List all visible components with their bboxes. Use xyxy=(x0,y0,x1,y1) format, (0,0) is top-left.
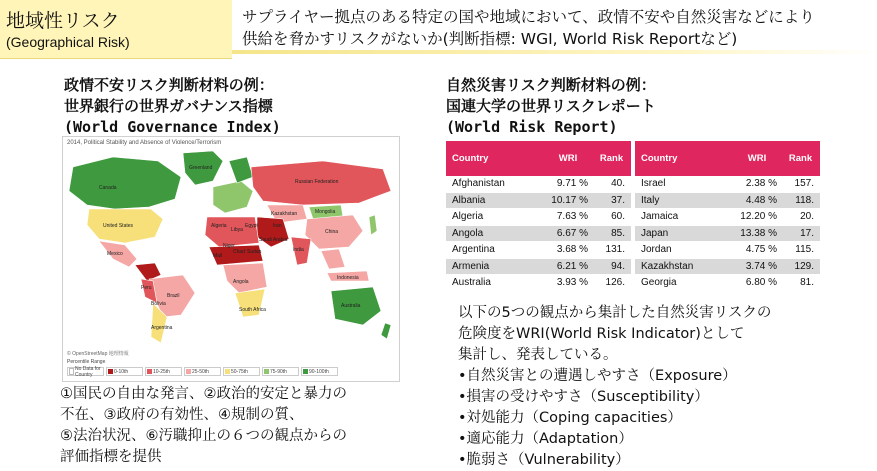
cell-wri: 7.63 % xyxy=(556,211,588,223)
wri-table xyxy=(446,141,820,289)
legend-label: 10-25th xyxy=(153,368,170,375)
cell-wri: 4.75 % xyxy=(745,244,777,256)
cell-rank: 115. xyxy=(795,244,814,256)
cell-rank: 20. xyxy=(800,211,814,223)
wgi-heading-line: 世界銀行の世界ガバナンス指標 xyxy=(64,97,273,115)
map-label: Canada xyxy=(99,185,117,191)
table-row xyxy=(635,209,820,226)
legend-swatch xyxy=(69,368,74,375)
map-label: South Africa xyxy=(239,307,266,313)
wri-description-line: 危険度をWRI(World Risk Indicator)として xyxy=(458,326,745,342)
cell-rank: 81. xyxy=(800,277,814,289)
cell-country: Australia xyxy=(452,277,491,289)
cell-rank: 60. xyxy=(611,211,625,223)
cell-country: Afghanistan xyxy=(452,178,505,190)
map-label: Niger xyxy=(223,243,235,249)
legend-label: 90-100th xyxy=(309,368,329,375)
map-label: Mexico xyxy=(107,251,123,257)
wri-bullet: •脆弱さ（Vulnerability） xyxy=(458,452,630,468)
legend-label: No Data for Country xyxy=(75,365,101,378)
table-row xyxy=(446,193,631,210)
table-row xyxy=(635,275,820,292)
legend-item xyxy=(262,367,299,376)
cell-rank: 129. xyxy=(794,260,814,272)
map-label: Argentina xyxy=(151,325,173,331)
wgi-description-line: ⑤法治状況、⑥汚職抑止の６つの観点からの xyxy=(60,428,347,444)
wri-description-line: 集計し、発表している。 xyxy=(458,347,618,363)
cell-rank: 94. xyxy=(611,260,625,272)
map-title: 2014, Political Stability and Absence of Violence/Terrorism xyxy=(67,140,222,146)
table-row xyxy=(446,226,631,243)
cell-rank: 118. xyxy=(795,194,814,206)
column-header-wri: WRI xyxy=(558,153,578,164)
map-label: Russian Federation xyxy=(295,179,339,185)
table-header xyxy=(635,141,820,176)
wri-heading-line: 国連大学の世界リスクレポート xyxy=(446,97,656,115)
legend-item xyxy=(223,367,260,376)
table-row xyxy=(446,209,631,226)
map-label: Angola xyxy=(233,279,249,285)
wri-table-left xyxy=(446,141,631,292)
map-label: Iran xyxy=(273,223,282,229)
cell-rank: 131. xyxy=(605,244,625,256)
legend-swatch xyxy=(147,369,152,374)
title-box xyxy=(0,0,232,59)
header-description-line: 供給を脅かすリスクがないか(判断指標: WGI, World Risk Reportなど) xyxy=(242,30,738,48)
table-row xyxy=(446,242,631,259)
cell-country: Georgia xyxy=(641,277,677,289)
map-label: United States xyxy=(103,223,134,229)
wri-bullet: •対処能力（Coping capacities） xyxy=(458,410,682,426)
cell-country: Japan xyxy=(641,227,669,239)
cell-rank: 37. xyxy=(611,194,625,206)
wgi-description xyxy=(60,384,400,468)
legend-item xyxy=(67,367,104,376)
table-header xyxy=(446,141,631,176)
table-row xyxy=(446,176,631,193)
map-label: Indonesia xyxy=(337,275,359,281)
column-header-wri: WRI xyxy=(747,153,767,164)
cell-country: Israel xyxy=(641,178,666,190)
cell-country: Algeria xyxy=(452,211,484,223)
cell-wri: 13.38 % xyxy=(740,227,777,239)
map-label: Kazakhstan xyxy=(271,211,298,217)
map-label: Mali xyxy=(213,253,223,259)
cell-country: Italy xyxy=(641,194,660,206)
cell-wri: 10.17 % xyxy=(551,194,588,206)
cell-rank: 85. xyxy=(611,227,625,239)
wgi-heading-line: 政情不安リスク判断材料の例： xyxy=(64,76,274,94)
legend-label: 75-90th xyxy=(270,368,287,375)
map-credit: © OpenStreetMap 地理情報 xyxy=(67,351,129,357)
legend-label: 25-50th xyxy=(192,368,209,375)
table-row xyxy=(446,259,631,276)
cell-rank: 126. xyxy=(605,277,625,289)
cell-country: Albania xyxy=(452,194,486,206)
cell-wri: 3.68 % xyxy=(556,244,588,256)
legend-title: Percentile Range xyxy=(67,359,106,365)
cell-wri: 2.38 % xyxy=(745,178,777,190)
map-label: Algeria xyxy=(211,223,227,229)
cell-country: Armenia xyxy=(452,260,490,272)
cell-wri: 3.74 % xyxy=(745,260,777,272)
cell-wri: 9.71 % xyxy=(556,178,588,190)
wri-bullet: •自然災害との遭遇しやすさ（Exposure） xyxy=(458,368,737,384)
cell-rank: 40. xyxy=(611,178,625,190)
column-header-country: Country xyxy=(641,153,678,164)
map-label: Mongolia xyxy=(315,209,336,215)
map-label: Greenland xyxy=(189,165,213,171)
legend-swatch xyxy=(225,369,230,374)
cell-wri: 4.48 % xyxy=(745,194,777,206)
legend-item xyxy=(184,367,221,376)
cell-wri: 3.93 % xyxy=(556,277,588,289)
page-subtitle: (Geographical Risk) xyxy=(6,34,130,50)
map-label: Brazil xyxy=(167,293,180,299)
wgi-description-line: 不在、③政府の有効性、④規制の質、 xyxy=(60,407,304,423)
map-label: India xyxy=(293,247,304,253)
map-label: Chad xyxy=(233,249,245,255)
table-row xyxy=(635,242,820,259)
column-header-rank: Rank xyxy=(788,153,813,164)
wri-bullet: •適応能力（Adaptation） xyxy=(458,431,633,447)
cell-country: Jamaica xyxy=(641,211,679,223)
map-label: Peru xyxy=(141,285,152,291)
wri-table-right xyxy=(635,141,820,292)
header-description-line: サプライヤー拠点のある特定の国や地域において、政情不安や自然災害などにより xyxy=(242,8,815,26)
legend-item xyxy=(145,367,182,376)
legend-swatch xyxy=(264,369,269,374)
legend-label: 0-10th xyxy=(114,368,129,375)
table-row xyxy=(446,275,631,292)
legend-items xyxy=(67,367,338,376)
cell-rank: 17. xyxy=(800,227,814,239)
wgi-world-map xyxy=(62,136,400,382)
table-row xyxy=(635,193,820,210)
wgi-description-line: 評価指標を提供 xyxy=(60,449,162,465)
legend-item xyxy=(301,367,338,376)
legend-swatch xyxy=(108,369,113,374)
map-label: Saudi Arabia xyxy=(259,237,288,243)
map-label: Sudan xyxy=(247,249,262,255)
wri-description-line: 以下の5つの観点から集計した自然災害リスクの xyxy=(458,305,772,321)
table-row xyxy=(635,259,820,276)
wgi-description-line: ①国民の自由な発言、②政治的安定と暴力の xyxy=(60,386,347,402)
cell-wri: 6.21 % xyxy=(556,260,588,272)
map-legend xyxy=(67,359,338,376)
cell-country: Jordan xyxy=(641,244,672,256)
cell-rank: 157. xyxy=(794,178,814,190)
table-row xyxy=(635,176,820,193)
map-label: Australia xyxy=(341,303,361,309)
wri-bullet: •損害の受けやすさ（Susceptibility） xyxy=(458,389,709,405)
world-map-graphic xyxy=(63,147,399,351)
page-title: 地域性リスク xyxy=(6,10,120,32)
wri-heading-line: 自然災害リスク判断材料の例： xyxy=(446,76,656,94)
map-label: China xyxy=(325,229,339,235)
wri-heading-line: (World Risk Report) xyxy=(446,118,618,136)
cell-wri: 6.67 % xyxy=(556,227,588,239)
cell-wri: 12.20 % xyxy=(740,211,777,223)
header-rule xyxy=(232,50,877,54)
cell-wri: 6.80 % xyxy=(745,277,777,289)
legend-swatch xyxy=(303,369,308,374)
column-header-rank: Rank xyxy=(599,153,624,164)
legend-swatch xyxy=(186,369,191,374)
map-label: Egypt xyxy=(245,223,258,229)
header-description xyxy=(242,6,872,50)
wri-heading xyxy=(446,75,656,138)
wri-description xyxy=(458,303,868,471)
map-label: Libya xyxy=(231,227,243,233)
cell-country: Kazakhstan xyxy=(641,260,694,272)
wgi-heading-line: (World Governance Index) xyxy=(64,118,281,136)
table-row xyxy=(635,226,820,243)
column-header-country: Country xyxy=(452,153,489,164)
legend-item xyxy=(106,367,143,376)
wgi-heading xyxy=(64,75,281,138)
map-label: Bolivia xyxy=(151,301,166,307)
cell-country: Angola xyxy=(452,227,484,239)
cell-country: Argentina xyxy=(452,244,495,256)
legend-label: 50-75th xyxy=(231,368,248,375)
